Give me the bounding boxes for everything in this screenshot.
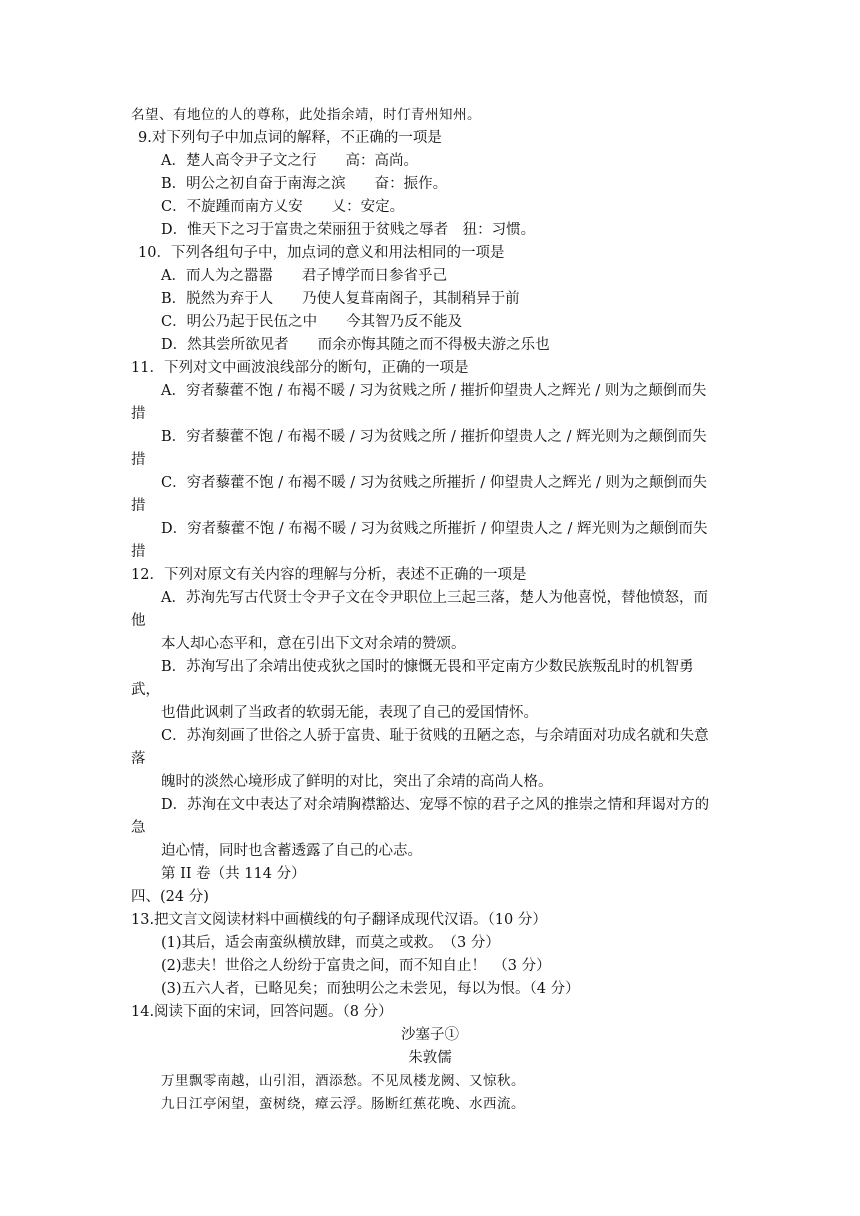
- question-13: 13.把文言文阅读材料中画横线的句子翻译成现代汉语。（10 分）: [131, 912, 547, 928]
- poem-author: 朱敦儒: [408, 1050, 452, 1066]
- option-line: D．苏洵在文中表达了对余靖胸襟豁达、宠辱不惊的君子之风的推崇之情和拜谒对方的: [161, 797, 710, 813]
- wrap-line: 急: [131, 820, 146, 836]
- option-line: A．穷者藜藿不饱 / 布褐不暖 / 习为贫贱之所 / 摧折仰望贵人之辉光 / 则为之颠倒而失: [161, 383, 707, 399]
- sub-question: (3)五六人者，已略见矣；而独明公之未尝见，每以为恨。（4 分）: [161, 981, 580, 997]
- wrap-line: 措: [131, 406, 146, 422]
- option-line: 也借此讽刺了当政者的软弱无能，表现了自己的爱国情怀。: [161, 705, 538, 721]
- option-line: A．楚人高令尹子文之行 高：高尚。: [161, 153, 418, 169]
- poem-line: 万里飘零南越，山引泪，酒添愁。不见凤楼龙阙、又惊秋。: [161, 1073, 525, 1089]
- sub-question: (2)悲夫！世俗之人纷纷于富贵之间，而不知自止！ （3 分）: [161, 958, 551, 974]
- option-line: 魄时的淡然心境形成了鲜明的对比，突出了余靖的高尚人格。: [161, 774, 553, 790]
- question-9: 9.对下列句子中加点词的解释，不正确的一项是: [138, 130, 442, 146]
- wrap-line: 措: [131, 452, 146, 468]
- option-line: 迫心情，同时也含蓄透露了自己的心志。: [161, 843, 422, 859]
- poem-title: 沙塞子①: [401, 1027, 459, 1043]
- option-line: C．苏洵刻画了世俗之人骄于富贵、耻于贫贱的丑陋之态，与余靖面对功成名就和失意: [161, 728, 709, 744]
- section-heading: 四、(24 分): [131, 889, 209, 905]
- section-heading: 第 II 卷（共 114 分）: [161, 866, 306, 882]
- option-line: C．明公乃起于民伍之中 今其智乃反不能及: [161, 314, 463, 330]
- wrap-line: 武，: [131, 682, 160, 698]
- question-12: 12．下列对原文有关内容的理解与分析，表述不正确的一项是: [131, 567, 527, 583]
- option-line: D．惟天下之习于富贵之荣丽狃于贫贱之辱者 狃：习惯。: [161, 222, 536, 238]
- option-line: B．脱然为弃于人 乃使人复葺南阁子，其制稍异于前: [161, 291, 520, 307]
- option-line: A．苏洵先写古代贤士令尹子文在令尹职位上三起三落，楚人为他喜悦，替他愤怒，而: [161, 590, 708, 606]
- question-11: 11．下列对文中画波浪线部分的断句，正确的一项是: [131, 360, 469, 376]
- option-line: D．穷者藜藿不饱 / 布褐不暖 / 习为贫贱之所摧折 / 仰望贵人之 / 辉光则为之颠倒而失: [161, 521, 708, 537]
- wrap-line: 措: [131, 498, 146, 514]
- wrap-line: 他: [131, 613, 146, 629]
- option-line: B．穷者藜藿不饱 / 布褐不暖 / 习为贫贱之所 / 摧折仰望贵人之 / 辉光则为之颠倒而失: [161, 429, 707, 445]
- option-line: D．然其尝所欲见者 而余亦悔其随之而不得极夫游之乐也: [161, 337, 550, 353]
- poem-line: 九日江亭闲望，蛮树绕，瘴云浮。肠断红蕉花晚、水西流。: [161, 1096, 525, 1112]
- option-line: B．明公之初自奋于南海之滨 奋：振作。: [161, 176, 448, 192]
- option-line: C．不旋踵而南方乂安 乂：安定。: [161, 199, 405, 215]
- text-line: 名望、有地位的人的尊称，此处指余靖，时仃青州知州。: [131, 107, 481, 123]
- wrap-line: 措: [131, 544, 146, 560]
- option-line: C．穷者藜藿不饱 / 布褐不暖 / 习为贫贱之所摧折 / 仰望贵人之辉光 / 则为之颠倒而失: [161, 475, 708, 491]
- option-line: A．而人为之嚣嚣 君子博学而日参省乎己: [161, 268, 447, 284]
- wrap-line: 落: [131, 751, 146, 767]
- option-line: 本人却心态平和，意在引出下文对余靖的赞颂。: [161, 636, 466, 652]
- question-14: 14.阅读下面的宋词，回答问题。（8 分）: [131, 1004, 393, 1020]
- question-10: 10．下列各组句子中，加点词的意义和用法相同的一项是: [138, 245, 505, 261]
- option-line: B．苏洵写出了余靖出使戎狄之国时的慷慨无畏和平定南方少数民族叛乱时的机智勇: [161, 659, 694, 675]
- sub-question: (1)其后，适会南蛮纵横放肆，而莫之或救。 （3 分）: [161, 935, 500, 951]
